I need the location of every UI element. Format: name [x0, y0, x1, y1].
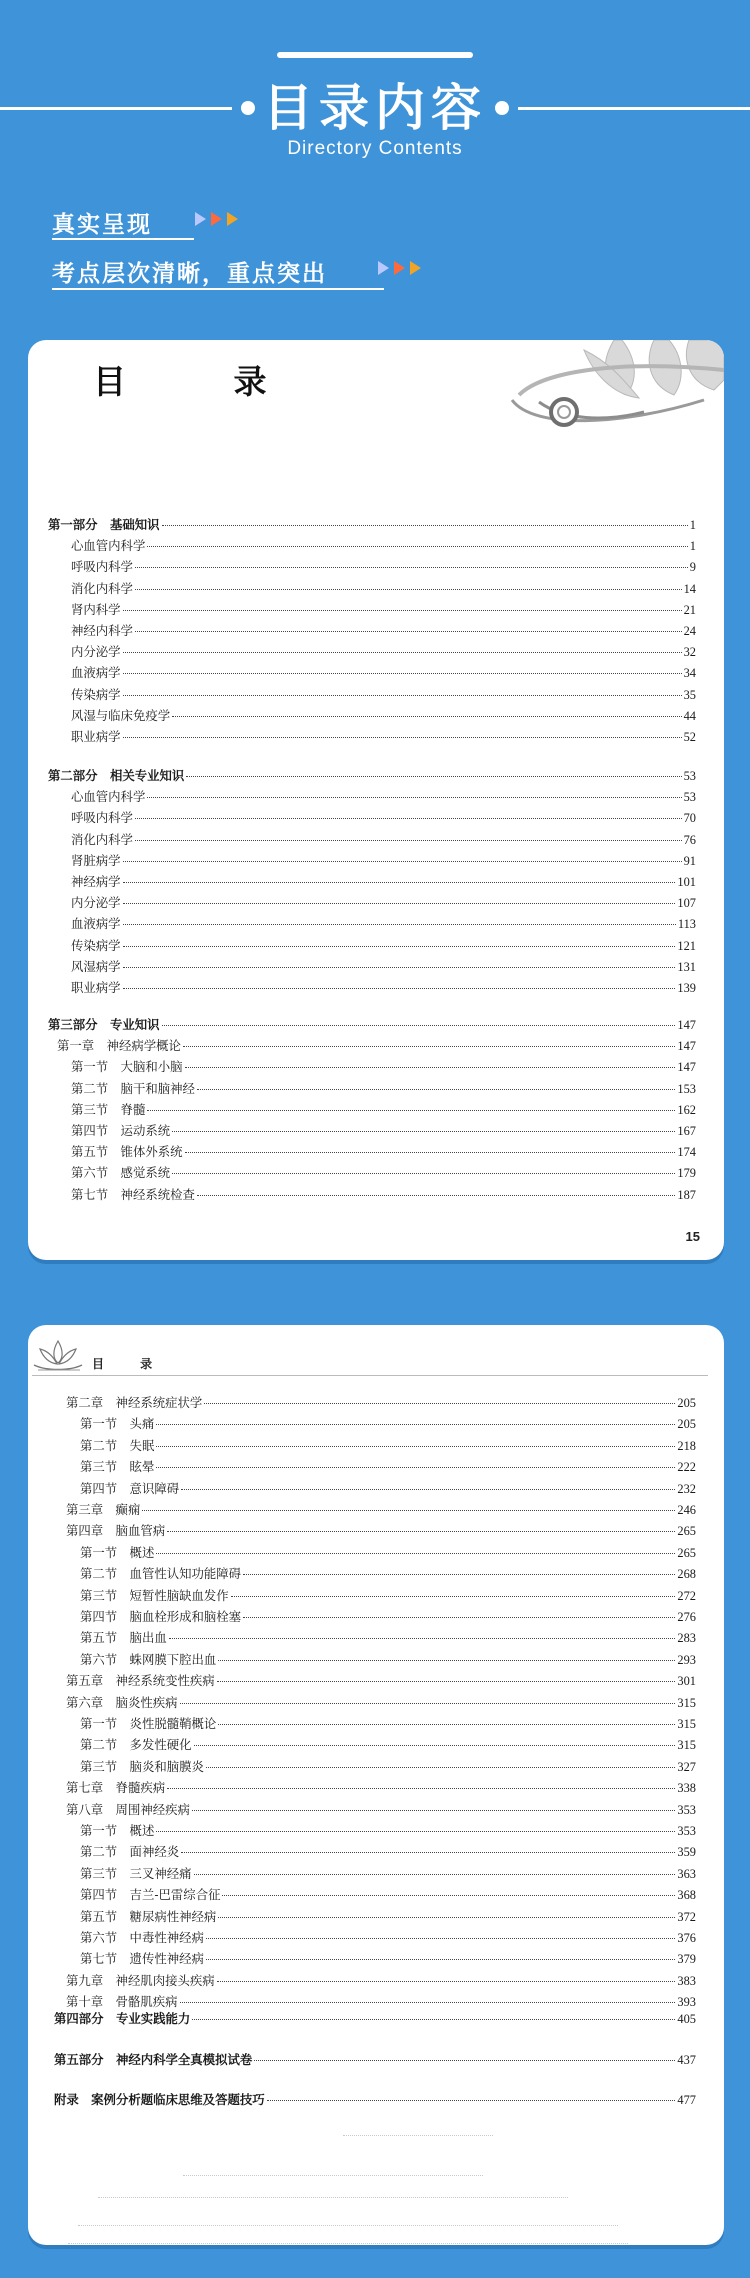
toc-entry-title: 第二节 血管性认知功能障碍 — [80, 1566, 242, 1582]
toc-entry — [80, 1887, 696, 1903]
toc-entry — [80, 1823, 696, 1839]
toc-entry — [66, 1802, 696, 1818]
toc-entry — [71, 687, 696, 703]
faded-dotted-line — [68, 2243, 628, 2244]
toc-entry-page: 34 — [683, 666, 696, 681]
toc-entry-page: 174 — [677, 1145, 696, 1160]
dot-leader — [183, 1046, 676, 1047]
toc-entry — [71, 810, 696, 826]
toc-entry-title: 职业病学 — [71, 729, 121, 744]
dot-leader — [181, 1489, 675, 1490]
dot-leader — [123, 924, 676, 925]
toc-entry — [80, 1951, 696, 1967]
toc-entry-title: 第一节 炎性脱髓鞘概论 — [80, 1716, 217, 1731]
toc-entry-title: 呼吸内科学 — [71, 559, 133, 575]
toc-entry — [71, 1081, 696, 1097]
toc-entry-title: 消化内科学 — [71, 580, 133, 596]
toc-entry — [71, 1059, 696, 1075]
toc-entry — [80, 1759, 696, 1775]
toc-entry-page: 167 — [677, 1124, 696, 1138]
toc-entry-page: 315 — [677, 1695, 696, 1710]
faded-dotted-line — [98, 2197, 568, 2198]
dot-leader — [169, 1638, 676, 1639]
toc-entry-page: 70 — [683, 811, 696, 826]
dot-leader — [172, 1173, 675, 1174]
toc-entry — [71, 853, 696, 869]
toc-entry-title: 第四节 运动系统 — [71, 1123, 171, 1138]
toc-entry-page: 293 — [677, 1652, 696, 1667]
toc-entry — [71, 581, 696, 597]
toc-entry-title: 附录 案例分析题临床思维及答题技巧 — [54, 2092, 265, 2107]
toc-entry-page: 24 — [683, 624, 696, 638]
dot-leader — [254, 2060, 675, 2061]
toc-entry-title: 第五节 糖尿病性神经病 — [80, 1908, 217, 1924]
toc-entry-title: 肾脏病学 — [71, 852, 121, 868]
header-rule — [32, 1375, 708, 1376]
dot-leader — [156, 1424, 675, 1425]
toc-entry-page: 222 — [677, 1460, 696, 1475]
toc-entry — [71, 1187, 696, 1203]
toc-entry-page: 268 — [677, 1567, 696, 1582]
toc-entry-title: 第一节 大脑和小脑 — [71, 1059, 183, 1075]
page-number: 15 — [685, 1229, 700, 1244]
toc-entry-page: 121 — [677, 938, 696, 953]
toc-entry-page: 477 — [677, 2093, 696, 2107]
dot-leader — [243, 1574, 675, 1575]
dot-leader — [135, 840, 682, 841]
toc-entry-page: 131 — [677, 959, 696, 974]
toc-entry-page: 14 — [683, 581, 696, 596]
dot-leader — [180, 2002, 676, 2003]
toc-entry — [71, 832, 696, 848]
toc-entry-page: 101 — [677, 875, 696, 889]
dot-leader — [197, 1195, 676, 1196]
toc-entry-title: 内分泌学 — [71, 644, 121, 660]
faded-dotted-line — [78, 2225, 618, 2226]
toc-entry — [71, 538, 696, 554]
tagline-2-arrows-icon — [378, 261, 421, 275]
toc-entry-title: 第三节 短暂性脑缺血发作 — [80, 1587, 229, 1603]
dot-leader — [206, 1959, 676, 1960]
toc-entry-page: 32 — [683, 645, 696, 660]
toc-entry — [80, 1844, 696, 1860]
toc-entry — [48, 1017, 696, 1033]
toc-entry — [80, 1416, 696, 1432]
toc-entry-page: 232 — [677, 1481, 696, 1496]
toc-entry-page: 35 — [683, 687, 696, 702]
dot-leader — [123, 610, 682, 611]
toc-entry-page: 272 — [677, 1588, 696, 1603]
faded-dotted-line — [343, 2135, 493, 2136]
toc-entry-page: 276 — [677, 1610, 696, 1624]
toc-entry-title: 第二节 脑干和脑神经 — [71, 1080, 195, 1096]
toc-entry-page: 162 — [677, 1102, 696, 1117]
toc-entry — [71, 874, 696, 890]
toc-entry-title: 传染病学 — [71, 686, 121, 702]
toc-entry — [71, 1165, 696, 1181]
toc-entry-page: 147 — [677, 1060, 696, 1075]
toc-entry-page: 147 — [677, 1018, 696, 1032]
dot-leader — [142, 1510, 675, 1511]
toc-entry-title: 第二部分 相关专业知识 — [48, 768, 185, 783]
toc-entry-page: 205 — [677, 1396, 696, 1410]
dot-leader — [123, 946, 676, 947]
dot-leader — [217, 1981, 676, 1982]
toc-entry-title: 第五章 神经系统变性疾病 — [66, 1673, 215, 1689]
toc-entry-page: 368 — [677, 1888, 696, 1903]
dot-leader — [123, 673, 682, 674]
toc-entry-title: 第九章 神经肌肉接头疾病 — [66, 1972, 215, 1988]
dot-leader — [192, 2019, 675, 2020]
toc-entry-page: 113 — [677, 917, 696, 932]
toc-entry-page: 147 — [677, 1039, 696, 1054]
dot-leader — [135, 567, 688, 568]
toc-entry — [71, 559, 696, 575]
toc-entry — [80, 1909, 696, 1925]
toc-entry — [54, 2092, 696, 2108]
page-subtitle: Directory Contents — [287, 138, 463, 159]
toc-page-1 — [28, 340, 724, 1260]
toc-entry-page: 218 — [677, 1438, 696, 1453]
toc-entry — [54, 2052, 696, 2068]
toc-entry — [66, 1780, 696, 1796]
toc-entry-title: 第二节 多发性硬化 — [80, 1737, 192, 1753]
toc-entry-page: 363 — [677, 1866, 696, 1881]
toc-entry-page: 21 — [683, 602, 696, 617]
dot-leader — [167, 1788, 675, 1789]
toc-entry-title: 第三节 脊髓 — [71, 1101, 146, 1117]
toc-entry-page: 265 — [677, 1524, 696, 1539]
toc-entry-title: 第一节 概述 — [80, 1544, 155, 1560]
dot-leader — [156, 1831, 675, 1832]
toc-entry — [71, 980, 696, 996]
dot-leader — [185, 1152, 676, 1153]
toc-entry-title: 第一章 神经病学概论 — [57, 1038, 181, 1054]
toc-entry-title: 第三节 脑炎和脑膜炎 — [80, 1758, 204, 1774]
dot-leader — [135, 589, 682, 590]
toc-entry-title: 神经内科学 — [71, 623, 133, 638]
toc-entry — [80, 1930, 696, 1946]
toc-entry-page: 283 — [677, 1631, 696, 1646]
toc-entry-title: 风湿与临床免疫学 — [71, 707, 171, 723]
toc-entry-title: 呼吸内科学 — [71, 810, 133, 826]
toc-entry-page: 359 — [677, 1845, 696, 1860]
toc-entry — [71, 623, 696, 639]
toc-entry-page: 139 — [677, 981, 696, 995]
toc-entry — [48, 517, 696, 533]
dot-leader — [123, 882, 676, 883]
toc-entry — [80, 1652, 696, 1668]
toc-entry-title: 第二节 失眠 — [80, 1437, 155, 1453]
toc-entry-page: 353 — [677, 1802, 696, 1817]
toc-entry-title: 第四节 脑血栓形成和脑栓塞 — [80, 1609, 242, 1624]
toc-entry-title: 职业病学 — [71, 980, 121, 995]
dot-leader — [194, 1874, 676, 1875]
toc-entry — [71, 938, 696, 954]
toc-entry-page: 376 — [677, 1931, 696, 1945]
toc-entry-title: 第七节 遗传性神经病 — [80, 1951, 204, 1967]
toc-entry — [66, 1994, 696, 2010]
toc-entry-title: 第一部分 基础知识 — [48, 517, 160, 532]
lotus-stethoscope-icon — [504, 340, 724, 450]
dot-leader — [156, 1467, 675, 1468]
dot-leader — [185, 1067, 676, 1068]
toc-entry-title: 第六节 蛛网膜下腔出血 — [80, 1651, 217, 1667]
toc-entry-title: 第二节 面神经炎 — [80, 1844, 180, 1860]
toc-entry-title: 第一节 头痛 — [80, 1416, 155, 1432]
toc-entry-page: 265 — [677, 1545, 696, 1560]
toc-entry-title: 第五节 锥体外系统 — [71, 1144, 183, 1160]
dot-leader — [123, 967, 676, 968]
toc-entry — [71, 644, 696, 660]
toc-entry-page: 52 — [683, 730, 696, 744]
toc-entry-page: 53 — [683, 790, 696, 805]
toc-entry-page: 9 — [689, 560, 696, 575]
toc-entry-page: 205 — [677, 1417, 696, 1432]
toc-entry-title: 第八章 周围神经疾病 — [66, 1801, 190, 1817]
toc-entry-page: 315 — [677, 1738, 696, 1753]
toc-entry-title: 第六章 脑炎性疾病 — [66, 1694, 178, 1710]
toc-entry-page: 338 — [677, 1781, 696, 1796]
toc-entry — [80, 1716, 696, 1732]
toc-entry-title: 传染病学 — [71, 937, 121, 953]
toc-entry — [66, 1695, 696, 1711]
dot-leader — [147, 797, 681, 798]
toc-entry — [71, 602, 696, 618]
toc-entry-page: 187 — [677, 1187, 696, 1202]
dot-leader — [204, 1403, 675, 1404]
toc-entry-page: 1 — [689, 518, 696, 532]
toc-entry-title: 第七节 神经系统检查 — [71, 1186, 195, 1202]
toc-entry-title: 第十章 骨骼肌疾病 — [66, 1994, 178, 2010]
toc-entry-page: 44 — [683, 708, 696, 723]
toc-entry-title: 心血管内科学 — [71, 789, 146, 805]
toc-entry — [71, 729, 696, 745]
dot-leader — [167, 1531, 675, 1532]
toc-entry — [80, 1588, 696, 1604]
dot-leader — [222, 1895, 675, 1896]
toc-entry — [71, 895, 696, 911]
toc-entry-title: 血液病学 — [71, 665, 121, 681]
toc-entry — [80, 1438, 696, 1454]
toc-entry-title: 血液病学 — [71, 916, 121, 932]
header-banner — [0, 0, 750, 330]
toc-page-2 — [28, 1325, 724, 2245]
dot-leader — [243, 1617, 675, 1618]
dot-leader — [123, 861, 682, 862]
dot-leader — [123, 695, 682, 696]
toc-entry-page: 405 — [677, 2012, 696, 2026]
dot-leader — [231, 1596, 676, 1597]
tagline-1: 真实呈现 — [52, 212, 152, 238]
lotus-logo-icon — [32, 1337, 84, 1375]
toc-entry-page: 91 — [683, 853, 696, 868]
toc-entry-title: 第四节 吉兰-巴雷综合征 — [80, 1887, 221, 1903]
toc-entry — [71, 665, 696, 681]
toc-entry-title: 第五节 脑出血 — [80, 1630, 167, 1646]
dot-leader — [156, 1553, 675, 1554]
dot-leader — [123, 652, 682, 653]
dot-leader — [186, 776, 681, 777]
toc-entry-title: 第三部分 专业知识 — [48, 1017, 160, 1032]
toc-entry — [71, 1123, 696, 1139]
dot-leader — [123, 988, 676, 989]
tagline-1-arrows-icon — [195, 212, 238, 226]
dot-leader — [218, 1917, 675, 1918]
toc-entry-page: 393 — [677, 1995, 696, 2010]
toc-entry — [80, 1459, 696, 1475]
toc-entry — [71, 959, 696, 975]
toc-entry-page: 315 — [677, 1717, 696, 1731]
dot-leader — [194, 1745, 676, 1746]
dot-leader — [147, 546, 687, 547]
toc-entry — [66, 1502, 696, 1518]
toc-entry — [80, 1630, 696, 1646]
toc-entry-page: 379 — [677, 1952, 696, 1967]
toc-entry-title: 第四章 脑血管病 — [66, 1523, 166, 1539]
toc-entry-title: 第五部分 神经内科学全真模拟试卷 — [54, 2052, 253, 2067]
tagline-1-underline — [52, 238, 194, 240]
toc-entry-page: 383 — [677, 1973, 696, 1988]
toc-entry-title: 消化内科学 — [71, 831, 133, 847]
dot-leader — [192, 1810, 676, 1811]
toc-entry — [48, 768, 696, 784]
toc-entry-page: 107 — [677, 896, 696, 911]
toc-entry-page: 179 — [677, 1166, 696, 1181]
dot-leader — [147, 1110, 675, 1111]
toc-entry-title: 心血管内科学 — [71, 538, 146, 554]
toc-entry-title: 第三节 眩晕 — [80, 1459, 155, 1475]
toc-entry — [80, 1866, 696, 1882]
tagline-2: 考点层次清晰，重点突出 — [52, 261, 327, 287]
toc-entry-page: 437 — [677, 2053, 696, 2067]
dot-leader — [181, 1852, 675, 1853]
toc-entry-page: 372 — [677, 1909, 696, 1924]
toc-entry-title: 第六节 中毒性神经病 — [80, 1930, 204, 1945]
toc-entry-title: 第四部分 专业实践能力 — [54, 2011, 191, 2026]
toc-entry-title: 肾内科学 — [71, 601, 121, 617]
toc-entry-page: 353 — [677, 1824, 696, 1838]
toc-entry — [80, 1566, 696, 1582]
toc-entry-title: 第七章 脊髓疾病 — [66, 1780, 166, 1796]
toc-entry-title: 风湿病学 — [71, 958, 121, 974]
toc-entry — [71, 916, 696, 932]
dot-leader — [217, 1681, 676, 1682]
dot-leader — [156, 1446, 675, 1447]
toc-entry-title: 神经病学 — [71, 874, 121, 889]
tagline-2-underline — [52, 288, 384, 290]
toc-entry-page: 153 — [677, 1081, 696, 1096]
toc-entry — [80, 1737, 696, 1753]
dot-leader — [267, 2100, 676, 2101]
dot-leader — [172, 716, 681, 717]
toc-entry-title: 第一节 概述 — [80, 1823, 155, 1838]
dot-leader — [162, 525, 688, 526]
toc-entry — [66, 1523, 696, 1539]
toc-heading: 目 录 — [93, 362, 315, 401]
toc-entry — [80, 1481, 696, 1497]
dot-leader — [162, 1025, 676, 1026]
toc-entry-page: 327 — [677, 1759, 696, 1774]
toc-entry-title: 内分泌学 — [71, 895, 121, 911]
toc-running-header: 目 录 — [92, 1357, 169, 1371]
dot-leader — [135, 818, 682, 819]
dot-leader — [206, 1767, 676, 1768]
toc-entry — [66, 1973, 696, 1989]
page-title: 目录内容 — [263, 79, 487, 137]
toc-entry — [71, 1102, 696, 1118]
dot-leader — [218, 1660, 675, 1661]
dot-leader — [197, 1089, 676, 1090]
toc-entry-page: 53 — [683, 769, 696, 783]
toc-entry-page: 246 — [677, 1503, 696, 1517]
toc-entry-page: 76 — [683, 832, 696, 847]
toc-entry-title: 第四节 意识障碍 — [80, 1480, 180, 1496]
title-top-bar — [277, 52, 473, 58]
toc-entry — [71, 708, 696, 724]
toc-entry — [80, 1609, 696, 1625]
faded-dotted-line — [183, 2175, 483, 2176]
toc-entry-title: 第六节 感觉系统 — [71, 1165, 171, 1181]
dot-leader — [206, 1938, 676, 1939]
toc-entry — [71, 789, 696, 805]
toc-entry-title: 第三节 三叉神经痛 — [80, 1865, 192, 1881]
toc-entry — [66, 1395, 696, 1411]
dot-leader — [123, 737, 682, 738]
dot-leader — [123, 903, 676, 904]
toc-entry — [54, 2011, 696, 2027]
toc-entry — [80, 1545, 696, 1561]
toc-entry-page: 1 — [689, 539, 696, 554]
toc-entry-title: 第三章 癫痫 — [66, 1502, 141, 1517]
toc-entry — [71, 1144, 696, 1160]
toc-entry — [66, 1673, 696, 1689]
toc-entry-title: 第二章 神经系统症状学 — [66, 1395, 203, 1410]
toc-entry — [57, 1038, 696, 1054]
dot-leader — [172, 1131, 675, 1132]
dot-leader — [135, 631, 682, 632]
dot-leader — [180, 1703, 676, 1704]
toc-entry-page: 301 — [677, 1674, 696, 1689]
dot-leader — [218, 1724, 675, 1725]
